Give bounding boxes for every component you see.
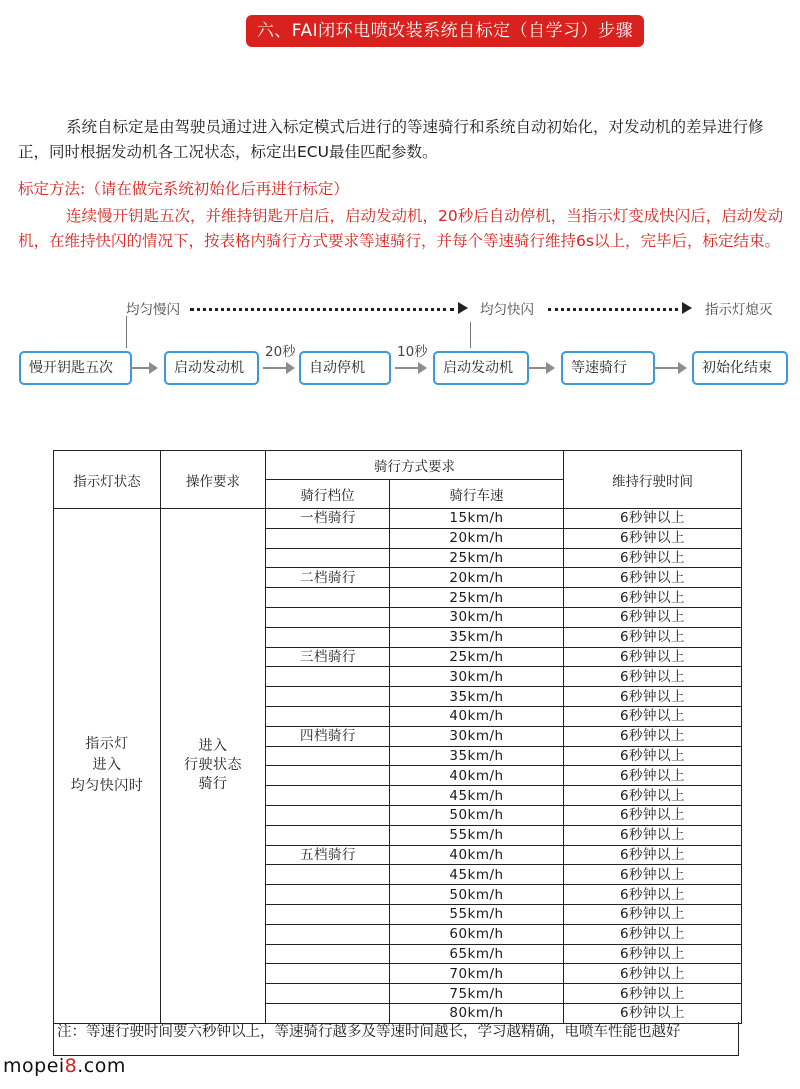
flow-step-init-complete: 初始化结束 <box>692 351 788 385</box>
time-cell: 6秒钟以上 <box>564 964 742 984</box>
gear-cell <box>266 786 390 806</box>
flow-step-auto-stop: 自动停机 <box>299 351 391 385</box>
time-cell: 6秒钟以上 <box>564 746 742 766</box>
header-hold-time: 维持行驶时间 <box>564 451 742 509</box>
speed-cell: 40km/h <box>390 706 564 726</box>
time-cell: 6秒钟以上 <box>564 509 742 529</box>
gear-cell <box>266 627 390 647</box>
time-cell: 6秒钟以上 <box>564 568 742 588</box>
gear-cell <box>266 588 390 608</box>
gear-cell <box>266 984 390 1004</box>
gear-cell <box>266 924 390 944</box>
watermark <box>3 1055 126 1077</box>
header-gear: 骑行档位 <box>266 480 390 509</box>
speed-cell: 35km/h <box>390 746 564 766</box>
gear-cell <box>266 944 390 964</box>
speed-cell: 50km/h <box>390 805 564 825</box>
flow-arrow-3 <box>395 367 419 369</box>
header-led-state: 指示灯状态 <box>54 451 161 509</box>
phase-marker-line-2 <box>470 322 471 348</box>
speed-cell: 20km/h <box>390 568 564 588</box>
time-cell: 6秒钟以上 <box>564 528 742 548</box>
method-title: 标定方法:（请在做完系统初始化后再进行标定） <box>18 180 349 198</box>
flow-step-key-five-times: 慢开钥匙五次 <box>19 351 132 385</box>
gear-cell <box>266 825 390 845</box>
speed-cell: 35km/h <box>390 627 564 647</box>
speed-cell: 30km/h <box>390 726 564 746</box>
method-paragraph: 连续慢开钥匙五次，并维持钥匙开启后，启动发动机，20秒后自动停机，当指示灯变成快闪后，启动发动机，在维持快闪的情况下，按表格内骑行方式要求等速骑行，并每个等速骑行维持6s以上，完毕后，标定结束。 <box>18 207 784 250</box>
time-cell: 6秒钟以上 <box>564 825 742 845</box>
section-banner: 六、FAI闭环电喷改装系统自标定（自学习）步骤 <box>246 15 644 47</box>
time-cell: 6秒钟以上 <box>564 805 742 825</box>
phase-led-off-label: 指示灯熄灭 <box>705 302 773 318</box>
gear-cell: 二档骑行 <box>266 568 390 588</box>
operation-line: 骑行 <box>198 776 228 793</box>
phase-dotted-line-1 <box>190 308 454 311</box>
gear-cell <box>266 607 390 627</box>
gear-cell <box>266 667 390 687</box>
gear-cell: 三档骑行 <box>266 647 390 667</box>
time-cell: 6秒钟以上 <box>564 766 742 786</box>
phase-slow-flash-label: 均匀慢闪 <box>126 302 180 318</box>
speed-cell: 65km/h <box>390 944 564 964</box>
led-state-line: 指示灯 <box>85 736 129 753</box>
time-cell: 6秒钟以上 <box>564 786 742 806</box>
time-cell: 6秒钟以上 <box>564 726 742 746</box>
speed-cell: 45km/h <box>390 865 564 885</box>
speed-cell: 40km/h <box>390 766 564 786</box>
time-cell: 6秒钟以上 <box>564 984 742 1004</box>
gear-cell <box>266 1003 390 1023</box>
speed-cell: 30km/h <box>390 607 564 627</box>
time-cell: 6秒钟以上 <box>564 885 742 905</box>
operation-cell <box>161 509 266 1024</box>
time-cell: 6秒钟以上 <box>564 687 742 707</box>
flow-step-constant-speed: 等速骑行 <box>561 351 655 385</box>
gear-cell <box>266 865 390 885</box>
gear-cell <box>266 885 390 905</box>
gear-cell <box>266 687 390 707</box>
speed-cell: 45km/h <box>390 786 564 806</box>
dotted-arrowhead-1 <box>458 302 468 314</box>
time-cell: 6秒钟以上 <box>564 706 742 726</box>
table-row <box>54 509 742 529</box>
led-state-line: 进入 <box>92 757 122 774</box>
time-cell: 6秒钟以上 <box>564 607 742 627</box>
time-cell: 6秒钟以上 <box>564 904 742 924</box>
watermark-digit: 8 <box>64 1055 78 1077</box>
flow-arrow-5 <box>653 367 679 369</box>
led-state-line: 均匀快闪时 <box>70 778 144 795</box>
speed-cell: 35km/h <box>390 687 564 707</box>
gear-cell: 五档骑行 <box>266 845 390 865</box>
operation-line: 行驶状态 <box>184 757 242 774</box>
gear-cell <box>266 766 390 786</box>
speed-cell: 40km/h <box>390 845 564 865</box>
gear-cell <box>266 746 390 766</box>
dotted-arrowhead-2 <box>682 302 692 314</box>
gear-cell: 一档骑行 <box>266 509 390 529</box>
gear-cell <box>266 805 390 825</box>
time-cell: 6秒钟以上 <box>564 865 742 885</box>
flow-time-20s: 20秒 <box>265 344 296 360</box>
speed-cell: 75km/h <box>390 984 564 1004</box>
phase-dotted-line-2 <box>548 308 678 311</box>
flow-arrow-2 <box>263 367 287 369</box>
flow-step-start-engine-1: 启动发动机 <box>164 351 259 385</box>
phase-fast-flash-label: 均匀快闪 <box>480 302 534 318</box>
table-body <box>54 509 742 1024</box>
time-cell: 6秒钟以上 <box>564 667 742 687</box>
time-cell: 6秒钟以上 <box>564 924 742 944</box>
speed-cell: 70km/h <box>390 964 564 984</box>
gear-cell <box>266 548 390 568</box>
speed-cell: 55km/h <box>390 904 564 924</box>
speed-cell: 80km/h <box>390 1003 564 1023</box>
time-cell: 6秒钟以上 <box>564 588 742 608</box>
time-cell: 6秒钟以上 <box>564 1003 742 1023</box>
table-note: 注：等速行驶时间要六秒钟以上，等速骑行越多及等速时间越长，学习越精确，电喷车性能也越好 <box>53 1022 739 1056</box>
operation-line: 进入 <box>198 738 228 755</box>
speed-cell: 60km/h <box>390 924 564 944</box>
speed-cell: 15km/h <box>390 509 564 529</box>
watermark-prefix: mopei <box>3 1055 65 1077</box>
speed-cell: 20km/h <box>390 528 564 548</box>
phase-marker-line-1 <box>126 316 127 348</box>
flow-step-start-engine-2: 启动发动机 <box>433 351 529 385</box>
header-operation: 操作要求 <box>161 451 266 509</box>
flow-arrow-1 <box>130 367 150 369</box>
speed-cell: 25km/h <box>390 647 564 667</box>
gear-cell <box>266 904 390 924</box>
gear-cell <box>266 706 390 726</box>
time-cell: 6秒钟以上 <box>564 647 742 667</box>
flow-arrow-4 <box>527 367 547 369</box>
flow-time-10s: 10秒 <box>397 344 428 360</box>
intro-paragraph: 系统自标定是由驾驶员通过进入标定模式后进行的等速骑行和系统自动初始化，对发动机的差异进行修正，同时根据发动机各工况状态，标定出ECU最佳匹配参数。 <box>18 118 764 161</box>
speed-cell: 25km/h <box>390 548 564 568</box>
gear-cell <box>266 964 390 984</box>
watermark-suffix: .com <box>77 1055 126 1077</box>
time-cell: 6秒钟以上 <box>564 944 742 964</box>
time-cell: 6秒钟以上 <box>564 627 742 647</box>
led-state-cell <box>54 509 161 1024</box>
speed-cell: 25km/h <box>390 588 564 608</box>
calibration-table <box>53 450 742 1024</box>
gear-cell: 四档骑行 <box>266 726 390 746</box>
gear-cell <box>266 528 390 548</box>
speed-cell: 50km/h <box>390 885 564 905</box>
time-cell: 6秒钟以上 <box>564 548 742 568</box>
speed-cell: 30km/h <box>390 667 564 687</box>
header-riding-method: 骑行方式要求 <box>266 451 564 480</box>
time-cell: 6秒钟以上 <box>564 845 742 865</box>
header-speed: 骑行车速 <box>390 480 564 509</box>
speed-cell: 55km/h <box>390 825 564 845</box>
